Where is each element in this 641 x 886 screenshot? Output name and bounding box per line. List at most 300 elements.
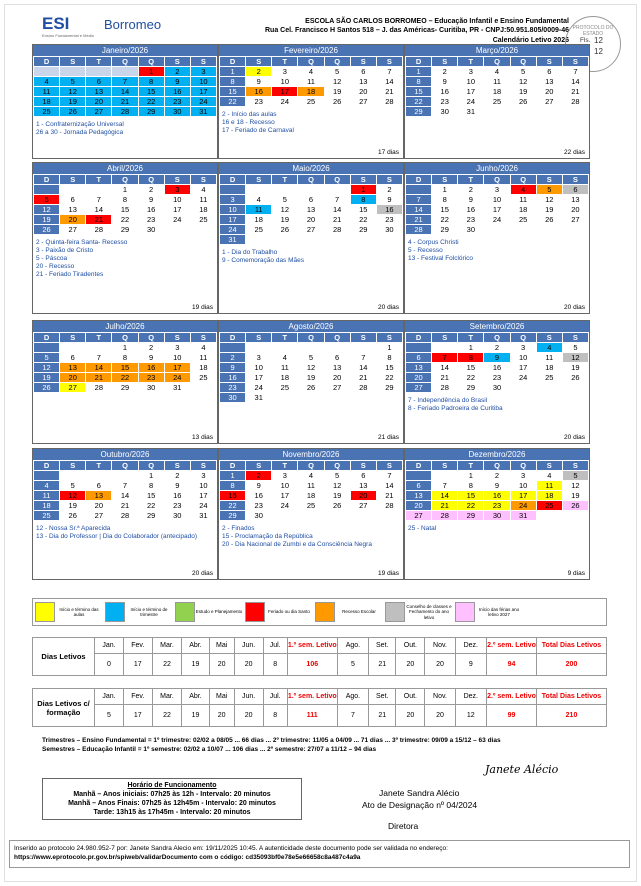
- month-total: 9 dias: [567, 570, 585, 577]
- calendar-day: 22: [112, 373, 138, 383]
- calendar-day: 7: [432, 481, 458, 491]
- calendar-day: 11: [272, 363, 298, 373]
- calendar-day: 23: [246, 97, 272, 107]
- calendar-day: 26: [298, 383, 324, 393]
- calendar-day: 24: [484, 215, 510, 225]
- calendar-day: 11: [246, 205, 272, 215]
- calendar-day: 14: [432, 363, 458, 373]
- month-total: 19 dias: [378, 570, 399, 577]
- weekday-header: S: [562, 461, 588, 471]
- calendar-day: 10: [484, 195, 510, 205]
- fls-label: Fls.: [580, 37, 591, 44]
- calendar-day: 1: [376, 343, 402, 353]
- legend-label: Início das férias ano letivo 2027: [478, 606, 520, 617]
- weekday-header: T: [86, 57, 112, 67]
- weekday-header: T: [458, 175, 484, 185]
- calendar-day: 27: [562, 215, 588, 225]
- month-calendar: [404, 448, 590, 580]
- calendar-day: [86, 67, 112, 77]
- calendar-day: 19: [536, 205, 562, 215]
- month-total: 17 dias: [378, 149, 399, 156]
- calendar-day: [350, 511, 376, 521]
- col-head: Fev.: [123, 689, 152, 705]
- calendar-day: 2: [484, 343, 510, 353]
- calendar-day: 28: [86, 383, 112, 393]
- calendar-day: 28: [562, 97, 588, 107]
- calendar-day: 3: [484, 185, 510, 195]
- month-table: [33, 332, 217, 393]
- calendar-day: 24: [458, 97, 484, 107]
- calendar-day: 28: [112, 511, 138, 521]
- month-title: Setembro/2026: [405, 321, 589, 332]
- month-notes: [33, 235, 217, 279]
- calendar-day: 14: [86, 205, 112, 215]
- calendar-day: 21: [432, 501, 458, 511]
- weekday-header: D: [220, 57, 246, 67]
- calendar-day: [376, 393, 402, 403]
- calendar-day: 25: [190, 215, 216, 225]
- note-line: 26 a 30 - Jornada Pedagógica: [36, 129, 124, 136]
- col-head: Mar.: [152, 689, 182, 705]
- hours-line: Tarde: 13h15 às 17h45m - Intervalo: 20 minutos: [93, 809, 251, 816]
- cell: 106: [287, 654, 337, 676]
- month-notes: [33, 521, 217, 541]
- calendar-day: [298, 185, 324, 195]
- calendar-day: 29: [138, 511, 164, 521]
- month-total: 19 dias: [192, 304, 213, 311]
- calendar-day: 3: [272, 471, 298, 481]
- calendar-day: [86, 471, 112, 481]
- calendar-day: 6: [562, 185, 588, 195]
- month-total: 20 dias: [378, 304, 399, 311]
- calendar-day: 17: [190, 87, 216, 97]
- calendar-day: 16: [138, 205, 164, 215]
- col-head: Jun.: [234, 689, 263, 705]
- calendar-day: 5: [272, 195, 298, 205]
- calendar-day: 27: [536, 97, 562, 107]
- calendar-day: 20: [60, 373, 86, 383]
- weekday-header: Q: [298, 175, 324, 185]
- calendar-day: 6: [406, 353, 432, 363]
- calendar-day: 28: [432, 383, 458, 393]
- calendar-day: 4: [34, 481, 60, 491]
- calendar-day: [376, 511, 402, 521]
- weekday-header: T: [458, 333, 484, 343]
- calendar-day: 5: [34, 353, 60, 363]
- calendar-day: 22: [112, 215, 138, 225]
- month-title: Julho/2026: [33, 321, 217, 332]
- month-title: Agosto/2026: [219, 321, 403, 332]
- calendar-day: 12: [324, 481, 350, 491]
- calendar-day: 24: [510, 373, 536, 383]
- calendar-day: 29: [220, 511, 246, 521]
- calendar-day: 16: [138, 363, 164, 373]
- calendar-day: 21: [112, 97, 138, 107]
- weekday-header: T: [272, 57, 298, 67]
- calendar-day: 19: [60, 97, 86, 107]
- legend-item: [105, 602, 175, 622]
- weekday-header: S: [432, 461, 458, 471]
- calendar-day: 4: [298, 67, 324, 77]
- calendar-day: 8: [458, 353, 484, 363]
- col-head: Total Dias Letivos: [537, 689, 607, 705]
- calendar-day: 28: [406, 225, 432, 235]
- calendar-day: [272, 511, 298, 521]
- col-head: Nov.: [425, 638, 455, 654]
- calendar-day: 22: [376, 373, 402, 383]
- calendar-day: [562, 383, 588, 393]
- calendar-day: 8: [458, 481, 484, 491]
- month-calendar: [32, 44, 218, 159]
- calendar-day: 7: [112, 481, 138, 491]
- calendar-day: 19: [272, 215, 298, 225]
- col-head: Dez.: [455, 689, 486, 705]
- calendar-day: [350, 235, 376, 245]
- calendar-day: 5: [60, 481, 86, 491]
- calendar-day: [484, 225, 510, 235]
- calendar-day: 28: [112, 107, 138, 117]
- calendar-day: 1: [458, 343, 484, 353]
- weekday-header: Q: [484, 333, 510, 343]
- calendar-day: 7: [324, 195, 350, 205]
- calendar-day: 24: [510, 501, 536, 511]
- weekday-header: T: [272, 461, 298, 471]
- weekday-header: S: [164, 461, 190, 471]
- col-head: Out.: [396, 638, 425, 654]
- calendar-day: 10: [272, 77, 298, 87]
- calendar-day: 3: [272, 67, 298, 77]
- weekday-header: D: [34, 175, 60, 185]
- note-line: 20 - Dia Nacional de Zumbi e da Consciência Negra: [222, 541, 372, 548]
- calendar-day: 31: [246, 393, 272, 403]
- calendar-day: 30: [220, 393, 246, 403]
- calendar-day: 24: [190, 97, 216, 107]
- note-line: 12 - Nossa Sr.ª Aparecida: [36, 525, 111, 532]
- calendar-day: 10: [272, 481, 298, 491]
- month-calendar: [32, 162, 218, 314]
- calendar-day: 30: [376, 225, 402, 235]
- calendar-day: 28: [86, 225, 112, 235]
- footer-validation: [9, 840, 630, 868]
- calendar-day: [510, 107, 536, 117]
- calendar-day: 21: [112, 501, 138, 511]
- calendar-day: 18: [272, 373, 298, 383]
- calendar-day: 30: [484, 511, 510, 521]
- cell: 21: [369, 654, 396, 676]
- calendar-day: [562, 107, 588, 117]
- calendar-day: 12: [536, 195, 562, 205]
- calendar-day: 19: [324, 87, 350, 97]
- calendar-day: 16: [432, 87, 458, 97]
- calendar-day: 17: [272, 87, 298, 97]
- calendar-day: 11: [34, 491, 60, 501]
- weekday-header: D: [34, 461, 60, 471]
- calendar-day: 3: [190, 67, 216, 77]
- calendar-day: 9: [220, 363, 246, 373]
- calendar-day: 27: [350, 501, 376, 511]
- calendar-day: 11: [510, 195, 536, 205]
- calendar-day: 25: [536, 501, 562, 511]
- calendar-day: [164, 225, 190, 235]
- calendar-day: 6: [60, 195, 86, 205]
- calendar-day: 16: [246, 87, 272, 97]
- calendar-day: 11: [298, 481, 324, 491]
- calendar-day: 27: [86, 107, 112, 117]
- month-title: Fevereiro/2026: [219, 45, 403, 56]
- calendar-day: 11: [484, 77, 510, 87]
- calendar-day: 29: [458, 511, 484, 521]
- calendar-day: 4: [298, 471, 324, 481]
- calendar-day: 8: [138, 481, 164, 491]
- calendar-day: 21: [432, 373, 458, 383]
- month-title: Maio/2026: [219, 163, 403, 174]
- calendar-day: 17: [246, 373, 272, 383]
- calendar-day: [298, 343, 324, 353]
- calendar-day: 29: [350, 225, 376, 235]
- calendar-day: 21: [86, 215, 112, 225]
- weekday-header: Q: [324, 333, 350, 343]
- calendar-day: 12: [60, 491, 86, 501]
- calendar-day: 25: [484, 97, 510, 107]
- validation-link[interactable]: https://www.eprotocolo.pr.gov.br/spiweb/validarDocumento com o código: cd35093bf0e78e5e66658c8a487c4a9a: [14, 854, 361, 861]
- note-line: 5 - Recesso: [408, 247, 443, 254]
- calendar-day: 26: [324, 501, 350, 511]
- calendar-day: 25: [510, 215, 536, 225]
- calendar-day: 1: [220, 471, 246, 481]
- col-head: 2.º sem. Letivo: [487, 638, 537, 654]
- month-table: [219, 332, 403, 403]
- table-label: Dias Letivos c/ formação: [33, 689, 95, 727]
- month-notes: [405, 235, 589, 263]
- calendar-day: 26: [34, 225, 60, 235]
- weekday-header: S: [164, 333, 190, 343]
- calendar-day: 12: [60, 87, 86, 97]
- calendar-day: 10: [510, 353, 536, 363]
- weekday-header: T: [86, 461, 112, 471]
- weekday-header: S: [536, 175, 562, 185]
- calendar-day: 18: [484, 87, 510, 97]
- school-days-training-table: [32, 688, 607, 727]
- weekday-header: S: [432, 57, 458, 67]
- weekday-header: T: [272, 175, 298, 185]
- calendar-day: 19: [510, 87, 536, 97]
- calendar-day: 22: [220, 501, 246, 511]
- calendar-day: 26: [536, 215, 562, 225]
- calendar-day: 28: [350, 383, 376, 393]
- calendar-day: 14: [376, 481, 402, 491]
- col-head: Jan.: [95, 689, 124, 705]
- weekday-header: D: [406, 57, 432, 67]
- footer-line: Inserido ao protocolo 24.980.952-7 por: Janete Sandra Alecio em: 19/11/2025 10:45. A autenticidade deste documento pode ser validada no endereço:: [14, 845, 448, 852]
- legend-item: [245, 602, 315, 622]
- calendar-day: 13: [406, 491, 432, 501]
- cell: 200: [537, 654, 607, 676]
- calendar-day: 15: [112, 363, 138, 373]
- calendar-day: 2: [246, 67, 272, 77]
- calendar-day: 13: [86, 87, 112, 97]
- month-total: 20 dias: [564, 434, 585, 441]
- calendar-day: 27: [350, 97, 376, 107]
- note-line: 17 - Feriado de Carnaval: [222, 127, 294, 134]
- calendar-day: 4: [510, 185, 536, 195]
- calendar-day: 18: [510, 205, 536, 215]
- calendar-day: 8: [350, 195, 376, 205]
- cell: 21: [369, 705, 396, 727]
- calendar-day: 13: [562, 195, 588, 205]
- month-calendar: [218, 448, 404, 580]
- calendar-day: [112, 471, 138, 481]
- calendar-day: 22: [220, 97, 246, 107]
- calendar-day: 4: [536, 343, 562, 353]
- calendar-day: 17: [164, 363, 190, 373]
- calendar-day: 10: [510, 481, 536, 491]
- col-head: Set.: [369, 689, 396, 705]
- legend-swatch: [455, 602, 475, 622]
- calendar-day: 29: [406, 107, 432, 117]
- weekday-header: S: [376, 57, 402, 67]
- weekday-header: S: [562, 175, 588, 185]
- calendar-day: 2: [376, 185, 402, 195]
- month-notes: [405, 117, 589, 121]
- calendar-day: 2: [220, 353, 246, 363]
- calendar-day: 16: [164, 87, 190, 97]
- logo-mark: ESI: [42, 14, 70, 33]
- calendar-day: 21: [350, 373, 376, 383]
- calendar-day: 1: [432, 185, 458, 195]
- calendar-day: 15: [458, 491, 484, 501]
- calendar-day: 19: [324, 491, 350, 501]
- weekday-header: Q: [298, 333, 324, 343]
- note-line: 16 e 18 - Recesso: [222, 119, 275, 126]
- calendar-day: [324, 511, 350, 521]
- calendar-day: 14: [376, 77, 402, 87]
- calendar-day: 6: [60, 353, 86, 363]
- calendar-day: 20: [350, 87, 376, 97]
- calendar-day: 9: [246, 481, 272, 491]
- legend-swatch: [315, 602, 335, 622]
- weekday-header: S: [164, 57, 190, 67]
- calendar-day: 5: [298, 353, 324, 363]
- calendar-day: 31: [190, 107, 216, 117]
- calendar-day: 7: [350, 353, 376, 363]
- calendar-day: 18: [298, 491, 324, 501]
- col-head: Dez.: [455, 638, 486, 654]
- calendar-day: 24: [272, 501, 298, 511]
- cell: 9: [455, 654, 486, 676]
- weekday-header: Q: [324, 57, 350, 67]
- legend-label: Estudo e Planejamento: [195, 609, 243, 615]
- month-notes: [219, 521, 403, 549]
- weekday-header: Q: [324, 175, 350, 185]
- col-head: Jul.: [263, 689, 287, 705]
- fls-value-b: 12: [594, 47, 603, 56]
- calendar-day: 7: [86, 195, 112, 205]
- calendar-day: 20: [60, 215, 86, 225]
- calendar-day: 23: [220, 383, 246, 393]
- trimester-info: Trimestres – Ensino Fundamental = 1º trimestre: 02/02 a 08/05 ... 66 dias ... 2º trimestre: 11/05 a 04/09 ... 71 dias ... 3º trimestre: 09/09 a 15/12 – 63 dias: [42, 737, 501, 744]
- fls-value-a: 12: [594, 36, 603, 45]
- calendar-day: 9: [484, 481, 510, 491]
- calendar-day: 13: [60, 205, 86, 215]
- calendar-day: 1: [138, 471, 164, 481]
- calendar-day: 9: [376, 195, 402, 205]
- cell: 20: [425, 705, 455, 727]
- calendar-day: 31: [458, 107, 484, 117]
- col-head: Mai: [209, 689, 234, 705]
- calendar-day: 4: [190, 343, 216, 353]
- calendar-day: 19: [562, 491, 588, 501]
- calendar-day: 21: [562, 87, 588, 97]
- month-table: [405, 174, 589, 235]
- col-head: Set.: [369, 638, 396, 654]
- month-title: Novembro/2026: [219, 449, 403, 460]
- weekday-header: S: [376, 175, 402, 185]
- calendar-day: 5: [562, 471, 588, 481]
- calendar-day: 19: [60, 501, 86, 511]
- col-head: Ago.: [337, 638, 368, 654]
- calendar-day: [510, 225, 536, 235]
- calendar-day: 22: [432, 215, 458, 225]
- calendar-day: 6: [324, 353, 350, 363]
- calendar-day: 17: [510, 491, 536, 501]
- calendar-day: 24: [164, 373, 190, 383]
- cell: 8: [263, 705, 287, 727]
- month-total: 13 dias: [192, 434, 213, 441]
- calendar-day: 12: [562, 481, 588, 491]
- calendar-day: [60, 185, 86, 195]
- calendar-day: [34, 343, 60, 353]
- calendar-day: 20: [406, 501, 432, 511]
- calendar-day: 13: [350, 481, 376, 491]
- calendar-day: 8: [220, 481, 246, 491]
- calendar-day: 25: [34, 511, 60, 521]
- weekday-header: S: [432, 175, 458, 185]
- cell: 7: [337, 705, 368, 727]
- month-calendar: [32, 320, 218, 444]
- calendar-day: [536, 383, 562, 393]
- weekday-header: T: [86, 175, 112, 185]
- calendar-day: 23: [164, 501, 190, 511]
- month-title: Junho/2026: [405, 163, 589, 174]
- weekday-header: S: [190, 175, 216, 185]
- cell: 17: [123, 654, 152, 676]
- calendar-day: 12: [324, 77, 350, 87]
- calendar-day: 19: [562, 363, 588, 373]
- calendar-day: 15: [376, 363, 402, 373]
- calendar-day: 21: [376, 491, 402, 501]
- month-title: Março/2026: [405, 45, 589, 56]
- calendar-day: 16: [220, 373, 246, 383]
- calendar-day: 24: [220, 225, 246, 235]
- calendar-day: [536, 225, 562, 235]
- calendar-day: 6: [86, 77, 112, 87]
- calendar-day: 3: [190, 471, 216, 481]
- calendar-day: 5: [536, 185, 562, 195]
- month-title: Janeiro/2026: [33, 45, 217, 56]
- calendar-day: 1: [112, 185, 138, 195]
- month-title: Outubro/2026: [33, 449, 217, 460]
- weekday-header: Q: [298, 57, 324, 67]
- calendar-day: 12: [34, 363, 60, 373]
- note-line: 13 - Festival Folclórico: [408, 255, 474, 262]
- legend-label: Conselho de classes e Fechamento do ano letivo: [406, 603, 452, 620]
- weekday-header: Q: [112, 461, 138, 471]
- calendar-day: 22: [458, 373, 484, 383]
- calendar-day: 13: [350, 77, 376, 87]
- calendar-day: 23: [138, 373, 164, 383]
- calendar-day: 18: [34, 97, 60, 107]
- calendar-day: 8: [376, 353, 402, 363]
